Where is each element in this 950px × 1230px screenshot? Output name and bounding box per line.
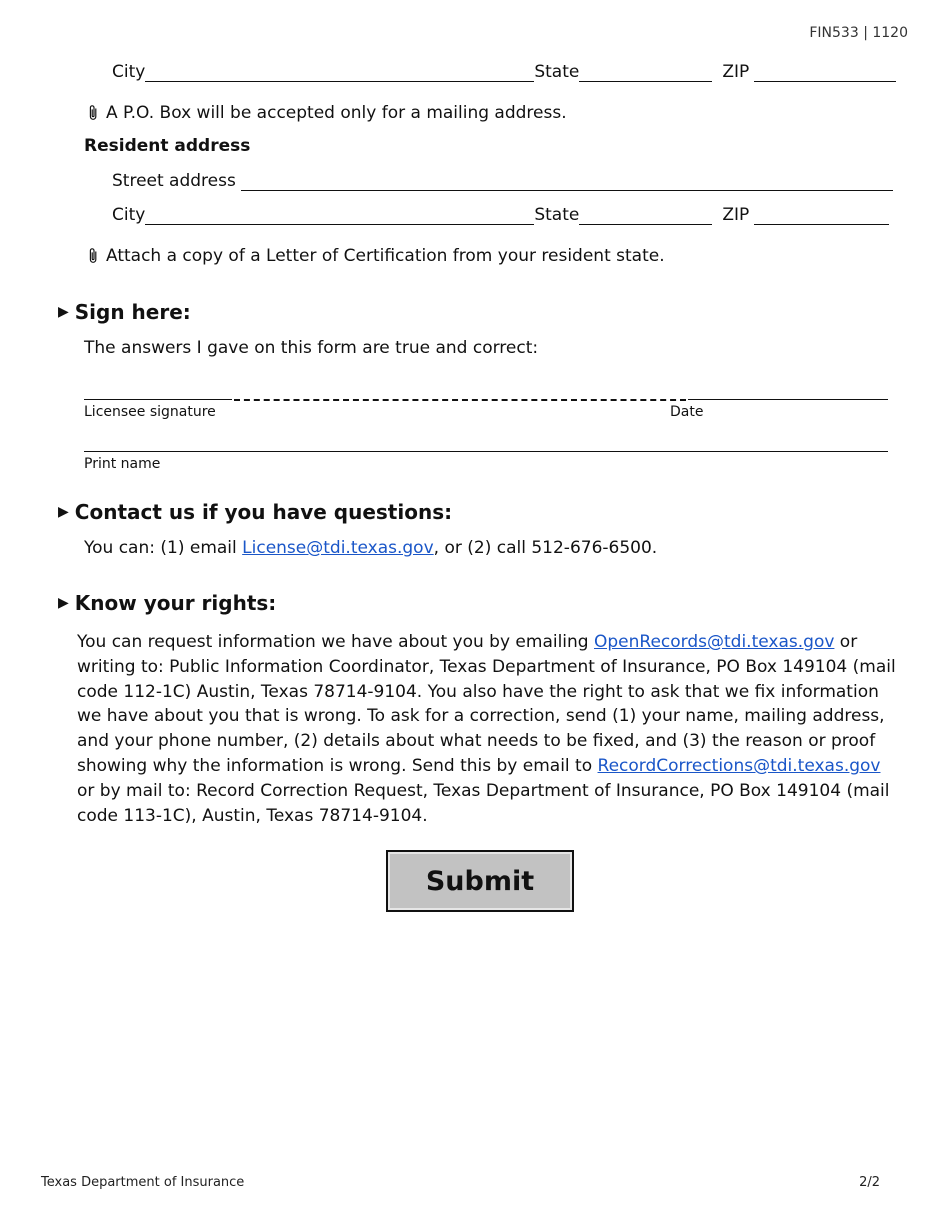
signature-line-start xyxy=(84,399,232,400)
resident-city-state-zip-row xyxy=(112,201,889,225)
licensee-signature-label: Licensee signature xyxy=(84,404,216,420)
resident-street-row xyxy=(112,167,893,191)
po-box-note xyxy=(86,103,567,123)
footer-page-number: 2/2 xyxy=(859,1175,880,1190)
license-email-link[interactable]: License@tdi.texas.gov xyxy=(242,538,434,558)
resident-state-field[interactable] xyxy=(579,206,712,225)
form-number: FIN533 xyxy=(809,25,859,41)
rights-paragraph xyxy=(77,630,897,828)
resident-zip-field[interactable] xyxy=(754,206,889,225)
sign-here-heading-text: Sign here: xyxy=(74,300,191,324)
resident-state-label: State xyxy=(534,205,580,225)
mailing-zip-field[interactable] xyxy=(754,63,896,82)
sign-statement: The answers I gave on this form are true and correct: xyxy=(84,338,539,358)
contact-text-before: You can: (1) email xyxy=(84,538,243,558)
triangle-bullet-icon: ▶ xyxy=(58,504,69,520)
resident-city-label: City xyxy=(112,205,146,225)
form-code xyxy=(809,25,908,41)
record-corrections-email-link[interactable]: RecordCorrections@tdi.texas.gov xyxy=(597,755,881,776)
paperclip-icon xyxy=(86,247,102,265)
mailing-state-label: State xyxy=(534,62,580,82)
footer-agency: Texas Department of Insurance xyxy=(41,1175,245,1190)
date-label: Date xyxy=(670,404,704,420)
paperclip-icon xyxy=(86,104,102,122)
mailing-city-state-zip-row xyxy=(112,58,896,82)
resident-street-field[interactable] xyxy=(241,172,893,191)
date-field[interactable] xyxy=(688,399,888,400)
rights-text-3: or by mail to: Record Correction Request, Texas Department of Insurance, PO Box 149104 (mail code 113-1C), Austin, Texas 78714-9104. xyxy=(77,780,890,826)
po-box-note-text: A P.O. Box will be accepted only for a mailing address. xyxy=(106,103,567,123)
signature-field[interactable] xyxy=(234,399,686,401)
resident-street-label: Street address xyxy=(112,171,236,191)
form-code-separator: | xyxy=(863,25,868,41)
print-name-label: Print name xyxy=(84,456,161,472)
rights-heading-text: Know your rights: xyxy=(74,591,277,615)
attach-note xyxy=(86,246,665,266)
contact-heading xyxy=(58,500,452,524)
rights-text-2: or writing to: Public Information Coordinator, Texas Department of Insurance, PO Box 149104 (mail code 112-1C) Austin, Texas 78714-9104. You also have the right to ask that we fix information we have about you that is wrong. To ask for a correction, send (1) your name, mailing address, and your phone number, (2) details about what needs to be fixed, and (3) the reason or proof showing why the information is wrong. Send this by email to xyxy=(77,632,896,776)
mailing-zip-label: ZIP xyxy=(722,62,750,82)
mailing-city-label: City xyxy=(112,62,146,82)
triangle-bullet-icon: ▶ xyxy=(58,304,69,320)
resident-address-heading: Resident address xyxy=(84,136,251,156)
contact-heading-text: Contact us if you have questions: xyxy=(74,500,453,524)
sign-here-heading xyxy=(58,300,191,324)
attach-note-text: Attach a copy of a Letter of Certification from your resident state. xyxy=(106,246,665,266)
mailing-city-field[interactable] xyxy=(145,63,534,82)
triangle-bullet-icon: ▶ xyxy=(58,595,69,611)
resident-city-field[interactable] xyxy=(145,206,534,225)
mailing-state-field[interactable] xyxy=(579,63,712,82)
contact-text-after: , or (2) call 512-676-6500. xyxy=(433,538,658,558)
contact-text xyxy=(84,538,657,558)
resident-zip-label: ZIP xyxy=(722,205,750,225)
form-revision: 1120 xyxy=(872,25,908,41)
submit-button[interactable]: Submit xyxy=(386,850,574,912)
open-records-email-link[interactable]: OpenRecords@tdi.texas.gov xyxy=(594,632,835,652)
rights-text-1: You can request information we have about you by emailing xyxy=(77,632,594,652)
rights-heading xyxy=(58,591,276,615)
print-name-field[interactable] xyxy=(84,451,888,452)
